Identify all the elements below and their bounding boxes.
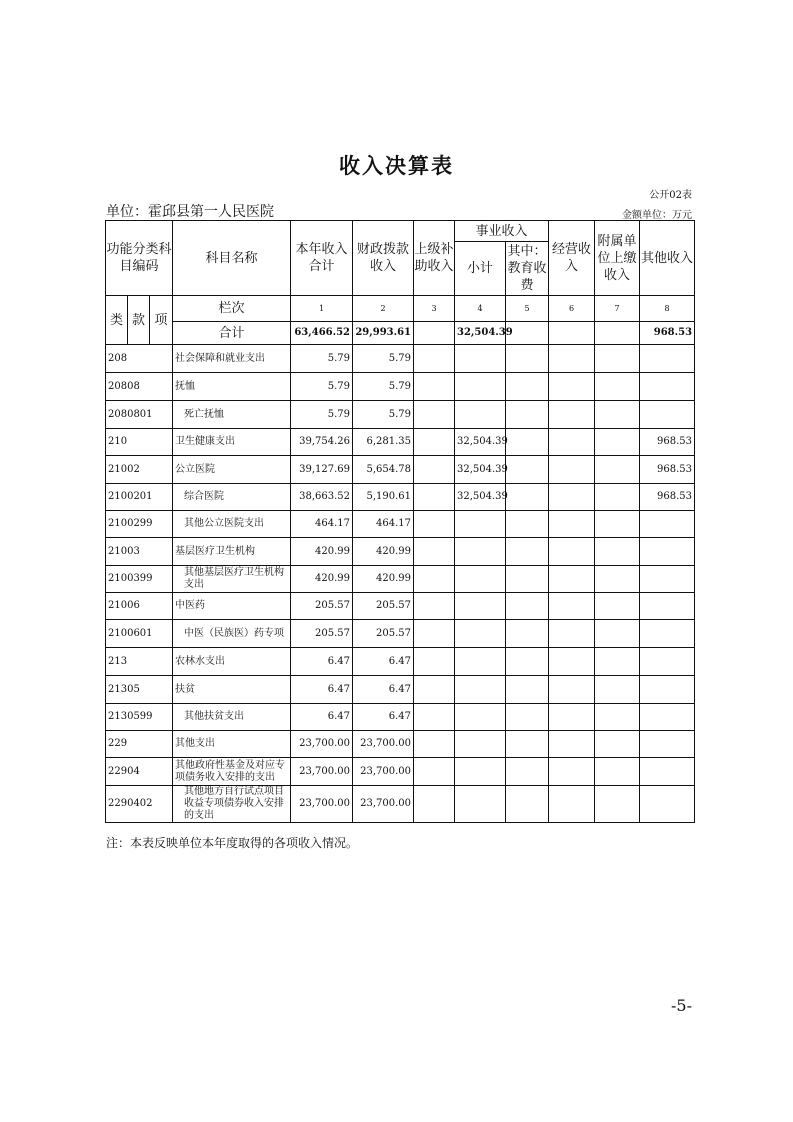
- row-education: [506, 731, 549, 758]
- row-superior: [414, 648, 455, 676]
- row-name: 其他公立医院支出: [173, 511, 291, 538]
- row-name: 农林水支出: [173, 648, 291, 676]
- row-fiscal: 420.99: [353, 538, 414, 566]
- column-number: 6: [549, 296, 595, 322]
- table-row: [106, 676, 695, 704]
- row-subtotal: 32,504.39: [455, 484, 506, 511]
- row-affiliated: [595, 676, 640, 704]
- row-other: [640, 538, 695, 566]
- header-education: 其中：教育收费: [506, 242, 549, 296]
- row-subtotal: [455, 731, 506, 758]
- row-education: [506, 401, 549, 429]
- row-fiscal: 23,700.00: [353, 731, 414, 758]
- unit-label: 单位：霍邱县第一人民医院: [106, 204, 274, 220]
- row-code: 208: [106, 345, 173, 373]
- row-education: [506, 704, 549, 731]
- row-total: 420.99: [291, 566, 353, 593]
- row-total: 464.17: [291, 511, 353, 538]
- row-operating: [549, 429, 595, 456]
- column-number: 5: [506, 296, 549, 322]
- row-name: 死亡抚恤: [173, 401, 291, 429]
- table-row: [106, 373, 695, 401]
- row-name: 扶贫: [173, 676, 291, 704]
- total-fiscal: 29,993.61: [353, 322, 414, 345]
- row-code: 2130599: [106, 704, 173, 731]
- total-superior: [414, 322, 455, 345]
- header-career-group: 事业收入: [455, 221, 549, 242]
- row-other: [640, 566, 695, 593]
- row-superior: [414, 345, 455, 373]
- row-operating: [549, 538, 595, 566]
- row-operating: [549, 676, 595, 704]
- header-subtotal: 小计: [455, 242, 506, 296]
- row-subtotal: [455, 676, 506, 704]
- row-total: 23,700.00: [291, 758, 353, 786]
- header-lei: 类: [106, 296, 128, 345]
- row-fiscal: 5,654.78: [353, 456, 414, 484]
- row-education: [506, 593, 549, 620]
- column-number: 4: [455, 296, 506, 322]
- row-code: 210: [106, 429, 173, 456]
- row-superior: [414, 566, 455, 593]
- table-row: [106, 566, 695, 593]
- total-operating: [549, 322, 595, 345]
- row-name: 卫生健康支出: [173, 429, 291, 456]
- row-superior: [414, 676, 455, 704]
- row-other: [640, 758, 695, 786]
- row-subtotal: [455, 373, 506, 401]
- row-operating: [549, 648, 595, 676]
- row-fiscal: 5.79: [353, 345, 414, 373]
- row-education: [506, 345, 549, 373]
- row-code: 21305: [106, 676, 173, 704]
- row-other: [640, 345, 695, 373]
- row-operating: [549, 620, 595, 648]
- row-code: 2100399: [106, 566, 173, 593]
- row-fiscal: 6,281.35: [353, 429, 414, 456]
- row-code: 2100299: [106, 511, 173, 538]
- row-affiliated: [595, 401, 640, 429]
- header-affiliated: 附属单位上缴收入: [595, 221, 640, 296]
- row-code: 213: [106, 648, 173, 676]
- row-superior: [414, 401, 455, 429]
- row-operating: [549, 511, 595, 538]
- page-title: 收入决算表: [339, 153, 454, 178]
- column-number: 8: [640, 296, 695, 322]
- row-subtotal: [455, 704, 506, 731]
- row-fiscal: 464.17: [353, 511, 414, 538]
- form-number: 公开02表: [649, 190, 692, 201]
- row-superior: [414, 511, 455, 538]
- row-operating: [549, 484, 595, 511]
- row-fiscal: 5.79: [353, 401, 414, 429]
- row-subtotal: [455, 566, 506, 593]
- row-affiliated: [595, 786, 640, 823]
- row-fiscal: 5.79: [353, 373, 414, 401]
- row-fiscal: 6.47: [353, 676, 414, 704]
- row-education: [506, 511, 549, 538]
- header-fiscal: 财政拨款收入: [353, 221, 414, 296]
- column-number: 2: [353, 296, 414, 322]
- row-subtotal: [455, 758, 506, 786]
- table-row: [106, 731, 695, 758]
- row-subtotal: [455, 593, 506, 620]
- row-subtotal: 32,504.39: [455, 429, 506, 456]
- row-code: 2100601: [106, 620, 173, 648]
- table-row: [106, 758, 695, 786]
- row-code: 21002: [106, 456, 173, 484]
- row-other: [640, 620, 695, 648]
- row-superior: [414, 620, 455, 648]
- row-name: 公立医院: [173, 456, 291, 484]
- row-affiliated: [595, 345, 640, 373]
- row-code: 21003: [106, 538, 173, 566]
- row-other: [640, 401, 695, 429]
- header-code-group: 功能分类科目编码: [106, 221, 173, 296]
- row-total: 6.47: [291, 676, 353, 704]
- page-number: -5-: [671, 996, 692, 1015]
- row-other: [640, 731, 695, 758]
- row-total: 6.47: [291, 704, 353, 731]
- row-code: 229: [106, 731, 173, 758]
- row-affiliated: [595, 538, 640, 566]
- table-row: [106, 401, 695, 429]
- row-name: 抚恤: [173, 373, 291, 401]
- row-other: 968.53: [640, 484, 695, 511]
- row-subtotal: 32,504.39: [455, 456, 506, 484]
- column-label: 栏次: [173, 296, 291, 322]
- row-superior: [414, 593, 455, 620]
- row-education: [506, 620, 549, 648]
- row-other: [640, 648, 695, 676]
- header-superior: 上级补助收入: [414, 221, 455, 296]
- row-name: 其他扶贫支出: [173, 704, 291, 731]
- table-row: [106, 511, 695, 538]
- row-total: 5.79: [291, 373, 353, 401]
- row-superior: [414, 429, 455, 456]
- table-row: [106, 704, 695, 731]
- row-total: 6.47: [291, 648, 353, 676]
- row-operating: [549, 456, 595, 484]
- table-row: [106, 593, 695, 620]
- row-subtotal: [455, 401, 506, 429]
- row-fiscal: 5,190.61: [353, 484, 414, 511]
- row-affiliated: [595, 511, 640, 538]
- row-operating: [549, 593, 595, 620]
- row-name: 其他支出: [173, 731, 291, 758]
- row-name: 中医（民族医）药专项: [173, 620, 291, 648]
- row-subtotal: [455, 786, 506, 823]
- row-operating: [549, 758, 595, 786]
- row-total: 39,754.26: [291, 429, 353, 456]
- row-code: 2290402: [106, 786, 173, 823]
- row-other: 968.53: [640, 429, 695, 456]
- table-row: [106, 484, 695, 511]
- row-other: [640, 676, 695, 704]
- row-education: [506, 648, 549, 676]
- row-other: [640, 593, 695, 620]
- column-number: 7: [595, 296, 640, 322]
- row-fiscal: 205.57: [353, 593, 414, 620]
- row-superior: [414, 538, 455, 566]
- row-fiscal: 420.99: [353, 566, 414, 593]
- row-education: [506, 456, 549, 484]
- row-education: [506, 566, 549, 593]
- row-operating: [549, 786, 595, 823]
- row-total: 205.57: [291, 620, 353, 648]
- header-kuan: 款: [128, 296, 150, 345]
- row-fiscal: 23,700.00: [353, 786, 414, 823]
- table-row: [106, 648, 695, 676]
- row-total: 205.57: [291, 593, 353, 620]
- row-subtotal: [455, 345, 506, 373]
- row-other: 968.53: [640, 456, 695, 484]
- header-name: 科目名称: [173, 221, 291, 296]
- row-education: [506, 758, 549, 786]
- row-code: 21006: [106, 593, 173, 620]
- row-total: 420.99: [291, 538, 353, 566]
- total-other: 968.53: [640, 322, 695, 345]
- row-affiliated: [595, 429, 640, 456]
- row-total: 39,127.69: [291, 456, 353, 484]
- row-superior: [414, 456, 455, 484]
- row-total: 5.79: [291, 345, 353, 373]
- row-education: [506, 676, 549, 704]
- row-superior: [414, 373, 455, 401]
- income-table: [105, 220, 695, 823]
- row-operating: [549, 373, 595, 401]
- row-subtotal: [455, 511, 506, 538]
- row-education: [506, 538, 549, 566]
- row-code: 2100201: [106, 484, 173, 511]
- row-affiliated: [595, 373, 640, 401]
- table-row: [106, 456, 695, 484]
- row-affiliated: [595, 731, 640, 758]
- row-name: 综合医院: [173, 484, 291, 511]
- row-total: 23,700.00: [291, 731, 353, 758]
- table-row: [106, 786, 695, 823]
- row-name: 社会保障和就业支出: [173, 345, 291, 373]
- header-total: 本年收入合计: [291, 221, 353, 296]
- row-affiliated: [595, 704, 640, 731]
- row-fiscal: 6.47: [353, 648, 414, 676]
- row-total: 23,700.00: [291, 786, 353, 823]
- row-other: [640, 373, 695, 401]
- row-name: 其他政府性基金及对应专项债务收入安排的支出: [173, 758, 291, 786]
- row-total: 38,663.52: [291, 484, 353, 511]
- row-superior: [414, 786, 455, 823]
- row-other: [640, 704, 695, 731]
- row-education: [506, 484, 549, 511]
- row-education: [506, 429, 549, 456]
- row-name: 其他地方自行试点项目收益专项债券收入安排的支出: [173, 786, 291, 823]
- table-row: [106, 538, 695, 566]
- row-subtotal: [455, 620, 506, 648]
- row-operating: [549, 704, 595, 731]
- row-affiliated: [595, 566, 640, 593]
- table-row: [106, 429, 695, 456]
- row-code: 2080801: [106, 401, 173, 429]
- header-operating: 经营收入: [549, 221, 595, 296]
- header-other: 其他收入: [640, 221, 695, 296]
- row-subtotal: [455, 538, 506, 566]
- row-affiliated: [595, 456, 640, 484]
- row-affiliated: [595, 758, 640, 786]
- row-superior: [414, 704, 455, 731]
- row-name: 中医药: [173, 593, 291, 620]
- column-number: 3: [414, 296, 455, 322]
- row-code: 20808: [106, 373, 173, 401]
- row-subtotal: [455, 648, 506, 676]
- amount-unit-label: 金额单位：万元: [622, 210, 692, 221]
- row-affiliated: [595, 648, 640, 676]
- row-fiscal: 205.57: [353, 620, 414, 648]
- row-operating: [549, 566, 595, 593]
- table-row: [106, 620, 695, 648]
- row-fiscal: 23,700.00: [353, 758, 414, 786]
- total-subtotal: 32,504.39: [455, 322, 506, 345]
- row-superior: [414, 758, 455, 786]
- row-total: 5.79: [291, 401, 353, 429]
- row-superior: [414, 731, 455, 758]
- row-affiliated: [595, 484, 640, 511]
- row-other: [640, 786, 695, 823]
- total-value: 63,466.52: [291, 322, 353, 345]
- row-superior: [414, 484, 455, 511]
- total-row-label: 合计: [173, 322, 291, 345]
- row-affiliated: [595, 620, 640, 648]
- total-affiliated: [595, 322, 640, 345]
- row-operating: [549, 731, 595, 758]
- header-xiang: 项: [150, 296, 173, 345]
- row-code: 22904: [106, 758, 173, 786]
- row-operating: [549, 401, 595, 429]
- row-name: 其他基层医疗卫生机构支出: [173, 566, 291, 593]
- row-affiliated: [595, 593, 640, 620]
- table-row: [106, 345, 695, 373]
- row-fiscal: 6.47: [353, 704, 414, 731]
- row-operating: [549, 345, 595, 373]
- row-name: 基层医疗卫生机构: [173, 538, 291, 566]
- row-other: [640, 511, 695, 538]
- footnote: 注：本表反映单位本年度取得的各项收入情况。: [106, 836, 359, 850]
- row-education: [506, 373, 549, 401]
- column-number: 1: [291, 296, 353, 322]
- row-education: [506, 786, 549, 823]
